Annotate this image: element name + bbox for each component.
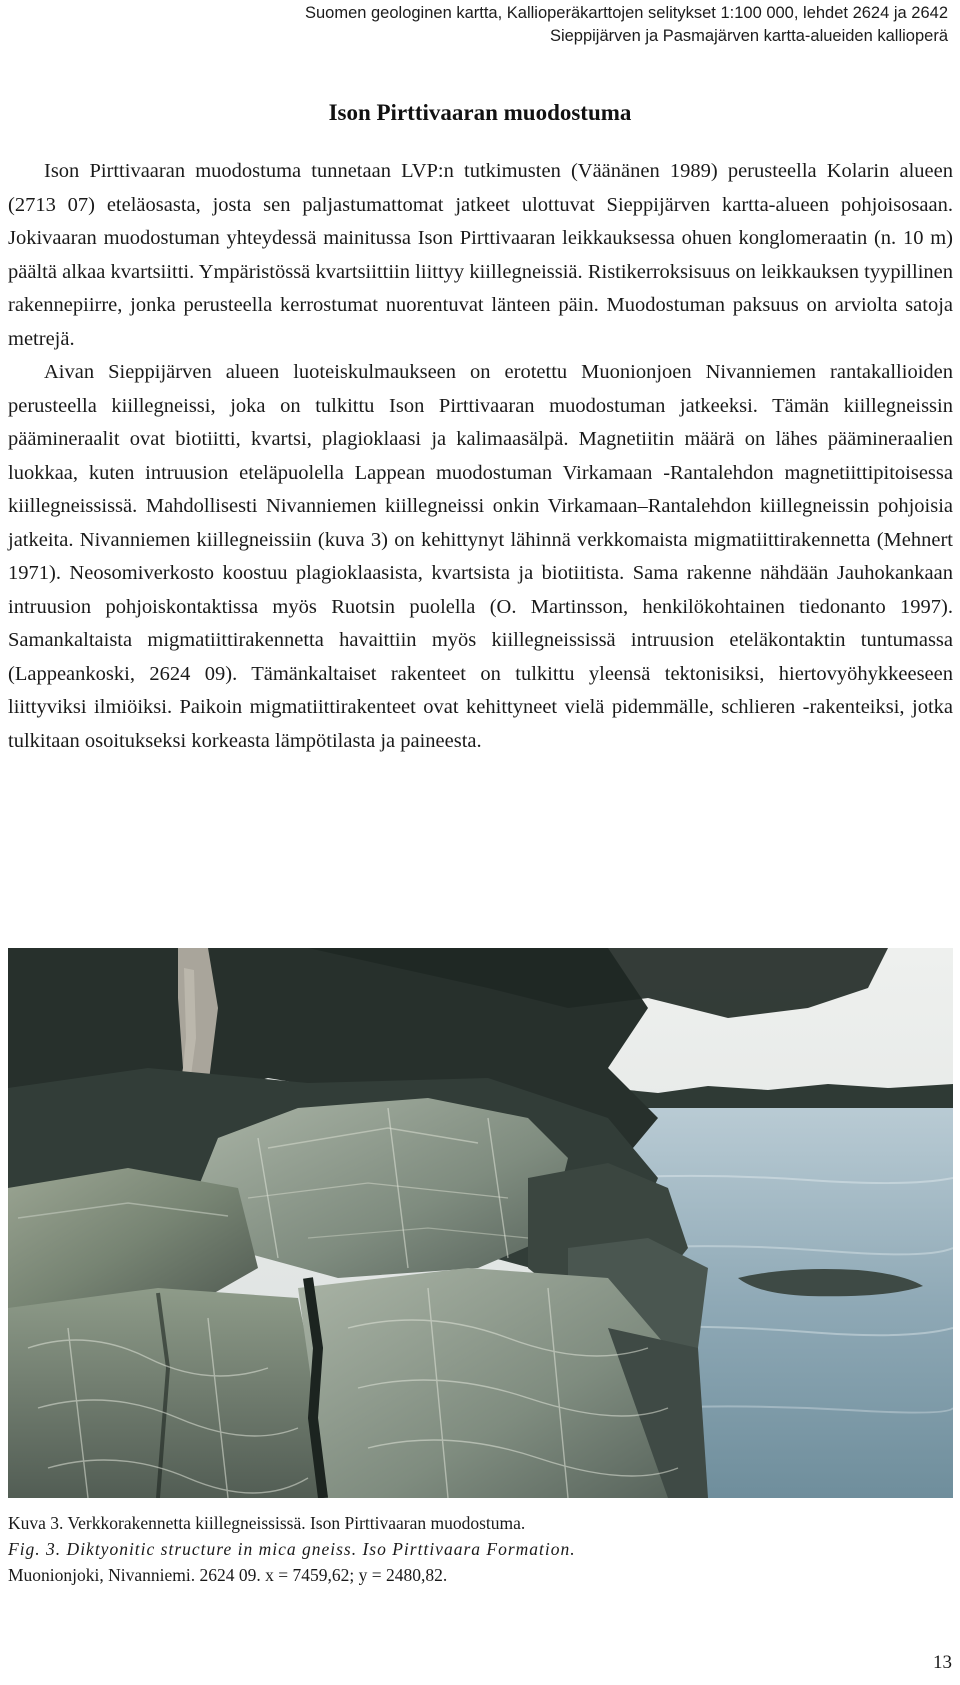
figure-caption [8,1510,953,1588]
caption-location: Muonionjoki, Nivanniemi. 2624 09. x = 7459,62; y = 2480,82. [8,1565,448,1585]
paragraph-1: Ison Pirttivaaran muodostuma tunnetaan LVP:n tutkimusten (Väänänen 1989) perusteella Kolarin alueen (2713 07) eteläosasta, josta sen paljastumattomat jatkeet ulottuvat Sieppijärven kartta-alueen pohjoisosaan. Jokivaaran muodostuman yhteydessä mainitussa Ison Pirttivaaran leikkauksessa ohuen konglomeraatin (n. 10 m) päältä alkaa kvartsiitti. Ympäristössä kvartsiittiin liittyy kiillegneissiä. Ristikerroksisuus on leikkauksen tyypillinen rakennepiirre, jonka perusteella kerrostumat nuorentuvat länteen päin. Muodostuman paksuus on arviolta satoja metrejä. [8,160,953,350]
outcrop-photo [8,948,953,1498]
running-head-line-1: Suomen geologinen kartta, Kallioperäkarttojen selitykset 1:100 000, lehdet 2624 ja 2642 [304,4,948,22]
caption-finnish: Kuva 3. Verkkorakennetta kiillegneississä. Ison Pirttivaaran muodostuma. [8,1513,526,1533]
paragraph-2: Aivan Sieppijärven alueen luoteiskulmaukseen on erotettu Muonionjoen Nivanniemen rantakallioiden perusteella kiillegneissi, joka on tulkittu Ison Pirttivaaran muodostuman jatkeeksi. Tämän kiillegneissin päämineraalit ovat biotiitti, kvartsi, plagioklaasi ja kalimaasälpä. Magnetiitin määrä on lähes päämineraalien luokkaa, kuten intruusion eteläpuolella Lappean muodostuman Virkamaan -Rantalehdon magnetiittipitoisessa kiillegneississä. Mahdollisesti Nivanniemen kiillegneissi onkin Virkamaan–Rantalehdon kiillegneissin pohjoisia jatkeita. Nivanniemen kiillegneissiin (kuva 3) on kehittynyt lähinnä verkkomaista migmatiittirakennetta (Mehnert 1971). Neosomiverkosto koostuu plagioklaasista, kvartsista ja biotiitista. Sama rakenne nähdään Jauhokankaan intruusion pohjoiskontaktissa myös Ruotsin puolella (O. Martinsson, henkilökohtainen tiedonanto 1997). Samankaltaista migmatiittirakennetta havaittiin myös kiillegneississä intruusion eteläkontaktin tuntumassa (Lappeankoski, 2624 09). Tämänkaltaiset rakenteet on tulkittu yleensä tektonisiksi, hiertovyöhykkeeseen liittyviksi ilmiöiksi. Paikoin migmatiittirakenteet ovat kehittyneet vielä pidemmälle, schlieren -rakenteiksi, jotka tulkitaan osoitukseksi korkeasta lämpötilasta ja paineesta. [8,361,953,752]
running-head-line-2: Sieppijärven ja Pasmajärven kartta-alueiden kallioperä [549,27,948,45]
page-number: 13 [933,1652,952,1673]
running-head [48,2,948,48]
figure-photo-mica-gneiss-outcrop [8,948,953,1498]
section-title: Ison Pirttivaaran muodostuma [328,100,632,125]
caption-english: Fig. 3. Diktyonitic structure in mica gneiss. Iso Pirttivaara Formation. [8,1539,576,1559]
body-text [8,155,953,758]
